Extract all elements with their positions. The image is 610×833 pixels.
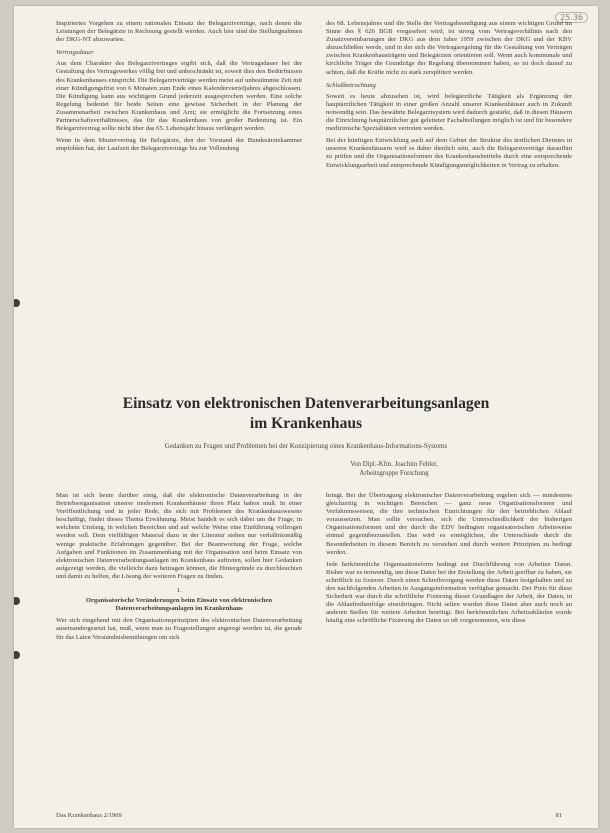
paragraph: des 68. Lebensjahres und die Stelle der Vertragsbeendigung aus einem wichtigen Grund im Sinne des § 626 BGB vorgesehen wird, ist streng vom Vertragsverhältnis nach den Zusatzvereinbarungen der DKG aus dem Jahre 1959 zwischen der DKG und der KBV abzuschließen werde, und in der sich die Vertragsregelung für die Gestaltung von Verträgen zwischen Krankenhausträgern und Belegärzten orientieren soll. Wenn auch kommunale und kirchliche Träger die Grundzüge der Regelung übernommen haben, so ist doch darauf zu achten, daß die Kräfte nicht zu stark zersplittert werden. xyxy=(326,20,572,76)
top-right-column xyxy=(326,20,572,174)
page-number: 81 xyxy=(555,812,562,819)
paragraph: Wenn in dem Mustervertrag für Belegärzte, den der Vorstand der Bundesärztekammer empfohlen hat, der Laufzeit der Belegarztverträge bis zur Vollendung xyxy=(56,137,302,153)
author-affiliation: Arbeitsgruppe Forschung xyxy=(359,469,429,477)
article-title-line-1: Einsatz von elektronischen Datenverarbeitungsanlagen xyxy=(122,395,490,412)
journal-footer: Das Krankenhaus 2/1969 xyxy=(56,812,122,819)
author-byline xyxy=(314,461,474,478)
paragraph: bringt. Bei der Übertragung elektronischer Datenverarbeitung ergeben sich — mindestens gleichzeitig in wichtigen Bereichen — ganz neue Organisationsformen und Verfahrensweisen, die ihre technischen Einrichtungen für den betrieblichen Ablauf voraussetzen. Man sollte versuchen, sich die Unterschiedlichkeit der bisherigen Organisationsformen und der durch die EDV bedingten organisatorischen Arbeitsweise einmal gegenüberzustellen. Das wird es ermöglichen, die Unterschiede durch die Besonderheiten in diesem Bereich zu verstehen und durch weitere Prinzipien zu bedingt werden. xyxy=(326,492,572,556)
section-number: I. xyxy=(177,587,181,595)
paragraph: Man ist sich heute darüber einig, daß die elektronische Datenverarbeitung in der Betriebsorganisation unserer modernen Krankenhäuser ihren Platz haben muß. In einer Veröffentlichung und in jeder Rede, die sich mit Problemen des Krankenhauswesens beschäftigt, findet dieses Thema Erwähnung. Meist handelt es sich dabei um die Frage, in welchem Umfang, in welchen Bereichen und auf welche Weise eine Einführung vollzogen werden soll. Dem vielfältigen Material dazu in der Literatur stehen nur verhältnismäßig wenige praktische Erfahrungen gegenüber. Bei der Beantwortung der Frage, welche Aufgaben und Funktionen im Zusammenhang mit der Organisation und beim Einsatz von elektronischen Datenverarbeitungsanlagen im Krankenhaus auftreten, sollen hier Gedanken aufgezeigt werden, die vielleicht dazu beitragen können, die Hintergründe zu durchleuchten und damit zu helfen, die Lösung der weiteren Fragen zu finden. xyxy=(56,492,302,580)
punch-hole xyxy=(14,651,20,659)
pencil-annotation: 25.36 xyxy=(555,12,588,23)
paragraph: Soweit es heute abzusehen ist, wird belegärztliche Tätigkeit als Ergänzung der hauptärztlichen Tätigkeit in einer großen Anzahl unserer Krankenhäuser auch in Zukunft notwendig sein. Das bewährte Belegarztsystem wird dadurch gestärkt, daß in diesen Häusern die Einrichtung hauptärztlicher gut geleiteter Fachabteilungen möglich ist und für besondere medizinische Spezialitäten vertreten werden. xyxy=(326,92,572,133)
paragraph: Inspiriertes Vorgehen zu einem rationalen Einsatz der Belegarztverträge, nach denen die Leistungen der Belegärzte in Rechnung gestellt werden. Auch hier sind die Stellungnahmen der DKG-NT abzuwarten. xyxy=(56,20,302,44)
author-name: Von Dipl.-Kfm. Joachim Fehler, xyxy=(350,461,438,468)
document-page xyxy=(14,6,598,828)
top-left-column xyxy=(56,20,302,157)
paragraph: Jede herkömmliche Organisationsform bedingt zur Durchführung von Arbeiten Daten. Bisher war es notwendig, um diese Daten bei der Erstellung der Arbeit greifbar zu haben, sie schriftlich zu fixieren. Durch einen Schreibvorgang werden diese Daten festgehalten und zu den nachfolgenden Arbeiten in Ausgangsinformation verfügbar gemacht. Der Preis für diese Sicherheit war durch die schriftliche Fixierung dieser Grundlagen der Arbeit, der Daten, in die Ablaufreihenfolge einzubringen. Nicht selten wurden diese Daten aber auch noch an anderen Stellen für weitere Arbeiten benötigt. Bei herkömmlichen Arbeitsabläufen wurde häufig eine schriftliche Fixierung der Daten so oft vorgenommen, wie diese xyxy=(326,560,572,625)
paragraph: Wer sich eingehend mit den Organisationsprinzipien des elektronischen Datenverarbeitung auseinandergesetzt hat, muß, wenn man zu Fragestellungen angeregt worden ist, die gerade für das Laien Verständnisbemühungen um sich xyxy=(56,617,302,641)
section-title: Organisatorische Veränderungen beim Einsatz von elektronischen Datenverarbeitungsanlagen im Krankenhaus xyxy=(85,597,273,613)
article-right-column xyxy=(326,492,572,630)
punch-hole xyxy=(14,299,20,307)
article-left-column xyxy=(56,492,302,646)
article-title-line-2: im Krankenhaus xyxy=(249,415,363,432)
subheading-vertragsdauer: Vertragsdauer xyxy=(56,49,94,57)
paragraph: Bei der künftigen Entwicklung auch auf dem Gebiet der Struktur des ärztlichen Dienstes in unseren Krankenhäusern wird es daher dienlich sein, auch die Belegarztverträge daraufhin zu prüfen und die Organisationsformen des Krankenhausbetriebs durch eine entsprechende Entwicklungsarbeit und entsprechende Kündigungsmöglichkeiten in Vertrag zu erhalten. xyxy=(326,137,572,169)
paragraph: Aus dem Charakter des Belegarztvertrages ergibt sich, daß die Vertragsdauer bei der Gestaltung des Vertragswerkes völlig frei und unbeschränkt ist, soweit dies den Bedürfnissen des Krankenhauses entspricht. Die Belegarztverträge werden meist auf unbestimmte Zeit mit einer Kündigungsfrist von 6 Monaten zum Ende eines Kalendervierteljahres abgeschlossen. Die Kündigung kann aus wichtigem Grund jederzeit ausgesprochen werden. Eine solche Regelung bedeutet für beide Seiten eine gewisse Sicherheit in der Planung der Zusammenarbeit zwischen Krankenhaus und Arzt; sie ermöglicht die Fortsetzung eines Partnerschaftsverhältnisses, das für das Krankenhaus von großer Bedeutung ist. Ein Belegarztvertrag sollte nicht über das 65. Lebensjahr hinaus verlängert werden. xyxy=(56,60,302,133)
subheading-schlussbetrachtung: Schlußbetrachtung xyxy=(326,81,376,89)
punch-hole xyxy=(14,597,20,605)
article-subtitle: Gedanken zu Fragen und Problemen bei der Konzipierung eines Krankenhaus-Informations-Systems xyxy=(164,442,448,450)
